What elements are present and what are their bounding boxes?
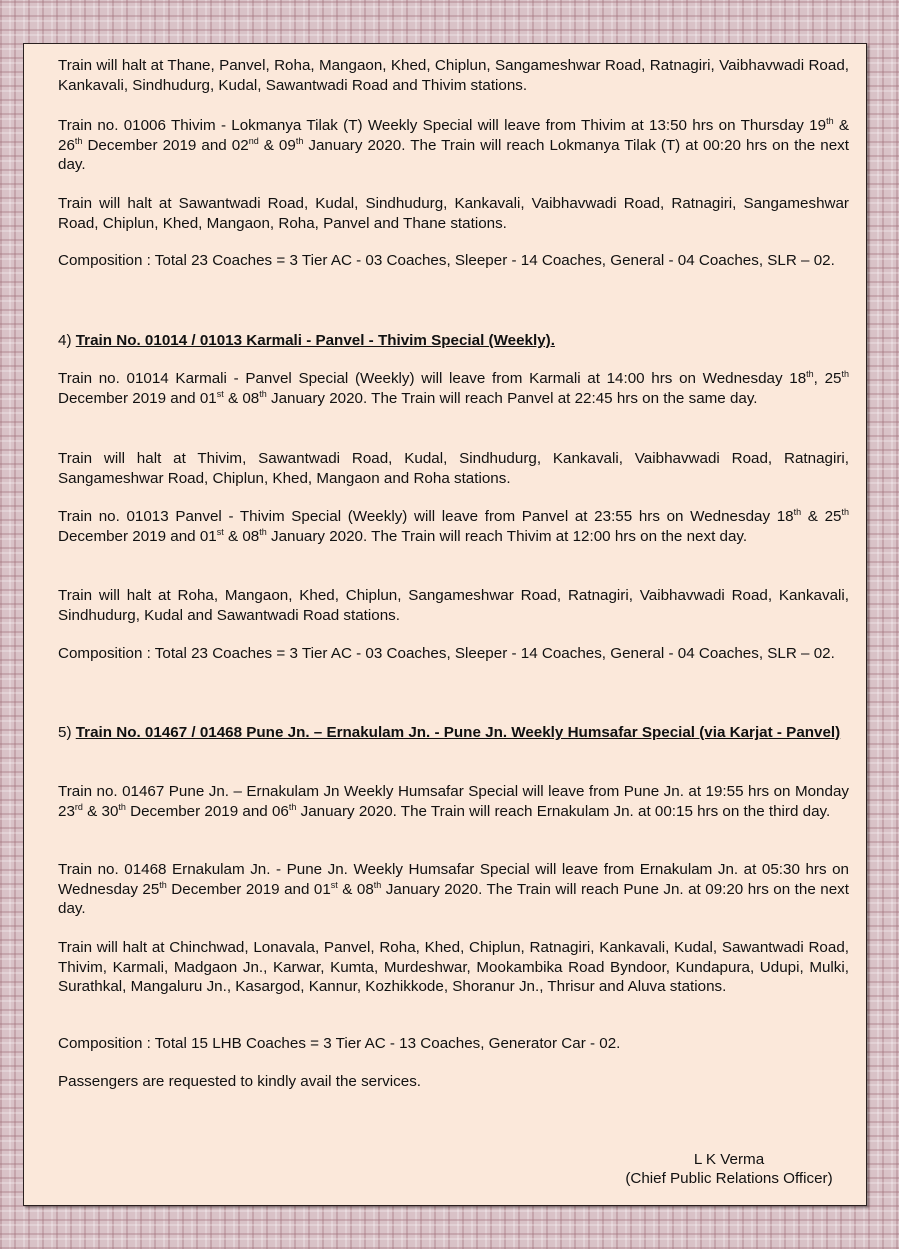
section-heading-4 bbox=[58, 331, 849, 351]
paragraph: Train no. 01468 Ernakulam Jn. - Pune Jn. Weekly Humsafar Special will leave from Ernakulam Jn. at 05:30 hrs on Wednesday 25th December 2019 and 01st & 08th January 2020. The Train will reach Pune Jn. at 09:20 hrs on the next day. bbox=[58, 861, 849, 917]
heading-number: 5) bbox=[58, 724, 76, 741]
paragraph: Train no. 01006 Thivim - Lokmanya Tilak (T) Weekly Special will leave from Thivim at 13:50 hrs on Thursday 19th & 26th December 2019 and 02nd & 09th January 2020. The Train will reach Lokmanya Tilak (T) at 00:20 hrs on the next day. bbox=[58, 116, 849, 173]
paragraph: Composition : Total 23 Coaches = 3 Tier AC - 03 Coaches, Sleeper - 14 Coaches, General - 04 Coaches, SLR – 02. bbox=[58, 252, 835, 269]
paragraph: Train will halt at Chinchwad, Lonavala, Panvel, Roha, Khed, Chiplun, Ratnagiri, Kankavali, Kudal, Sawantwadi Road, Thivim, Karmali, Madgaon Jn., Karwar, Kumta, Murdeshwar, Mookambika Road Byndoor, Kundapura, Udupi, Mulki, Surathkal, Mangaluru Jn., Kasargod, Kannur, Kozhikkode, Shoranur Jn., Thrisur and Aluva stations. bbox=[58, 939, 849, 995]
paragraph: Train will halt at Roha, Mangaon, Khed, Chiplun, Sangameshwar Road, Ratnagiri, Vaibhavwadi Road, Kankavali, Sindhudurg, Kudal and Sawantwadi Road stations. bbox=[58, 587, 849, 624]
heading-title: Train No. 01014 / 01013 Karmali - Panvel - Thivim Special (Weekly). bbox=[75, 332, 555, 349]
paragraph: Passengers are requested to kindly avail the services. bbox=[58, 1073, 422, 1090]
heading-number: 4) bbox=[58, 332, 76, 349]
paragraph: Train will halt at Thivim, Sawantwadi Road, Kudal, Sindhudurg, Kankavali, Vaibhavwadi Road, Ratnagiri, Sangameshwar Road, Chiplun, Khed, Mangaon and Roha stations. bbox=[58, 450, 849, 487]
paragraph: Train will halt at Sawantwadi Road, Kudal, Sindhudurg, Kankavali, Vaibhavwadi Road, Ratnagiri, Sangameshwar Road, Chiplun, Khed, Mangaon, Roha, Panvel and Thane stations. bbox=[58, 195, 849, 232]
signatory-name: L K Verma bbox=[693, 1151, 765, 1168]
paragraph: Composition : Total 15 LHB Coaches = 3 Tier AC - 13 Coaches, Generator Car - 02. bbox=[58, 1035, 621, 1052]
paragraph: Train no. 01467 Pune Jn. – Ernakulam Jn Weekly Humsafar Special will leave from Pune Jn. at 19:55 hrs on Monday 23rd & 30th December 2019 and 06th January 2020. The Train will reach Ernakulam Jn. at 00:15 hrs on the third day. bbox=[58, 783, 849, 820]
paragraph: Train no. 01014 Karmali - Panvel Special (Weekly) will leave from Karmali at 14:00 hrs on Wednesday 18th, 25th December 2019 and 01st & 08th January 2020. The Train will reach Panvel at 22:45 hrs on the same day. bbox=[58, 369, 849, 407]
paragraph: Composition : Total 23 Coaches = 3 Tier AC - 03 Coaches, Sleeper - 14 Coaches, General - 04 Coaches, SLR – 02. bbox=[58, 645, 835, 662]
section-heading-5 bbox=[58, 723, 849, 743]
paragraph: Train will halt at Thane, Panvel, Roha, Mangaon, Khed, Chiplun, Sangameshwar Road, Ratnagiri, Vaibhavwadi Road, Kankavali, Sindhudurg, Kudal, Sawantwadi Road and Thivim stations. bbox=[58, 57, 849, 94]
heading-title: Train No. 01467 / 01468 Pune Jn. – Ernakulam Jn. - Pune Jn. Weekly Humsafar Special (via Karjat - Panvel) bbox=[75, 724, 841, 741]
signatory-designation: (Chief Public Relations Officer) bbox=[625, 1170, 833, 1187]
paragraph: Train no. 01013 Panvel - Thivim Special (Weekly) will leave from Panvel at 23:55 hrs on Wednesday 18th & 25th December 2019 and 01st & 08th January 2020. The Train will reach Thivim at 12:00 hrs on the next day. bbox=[58, 507, 849, 545]
document-page bbox=[23, 43, 867, 1206]
